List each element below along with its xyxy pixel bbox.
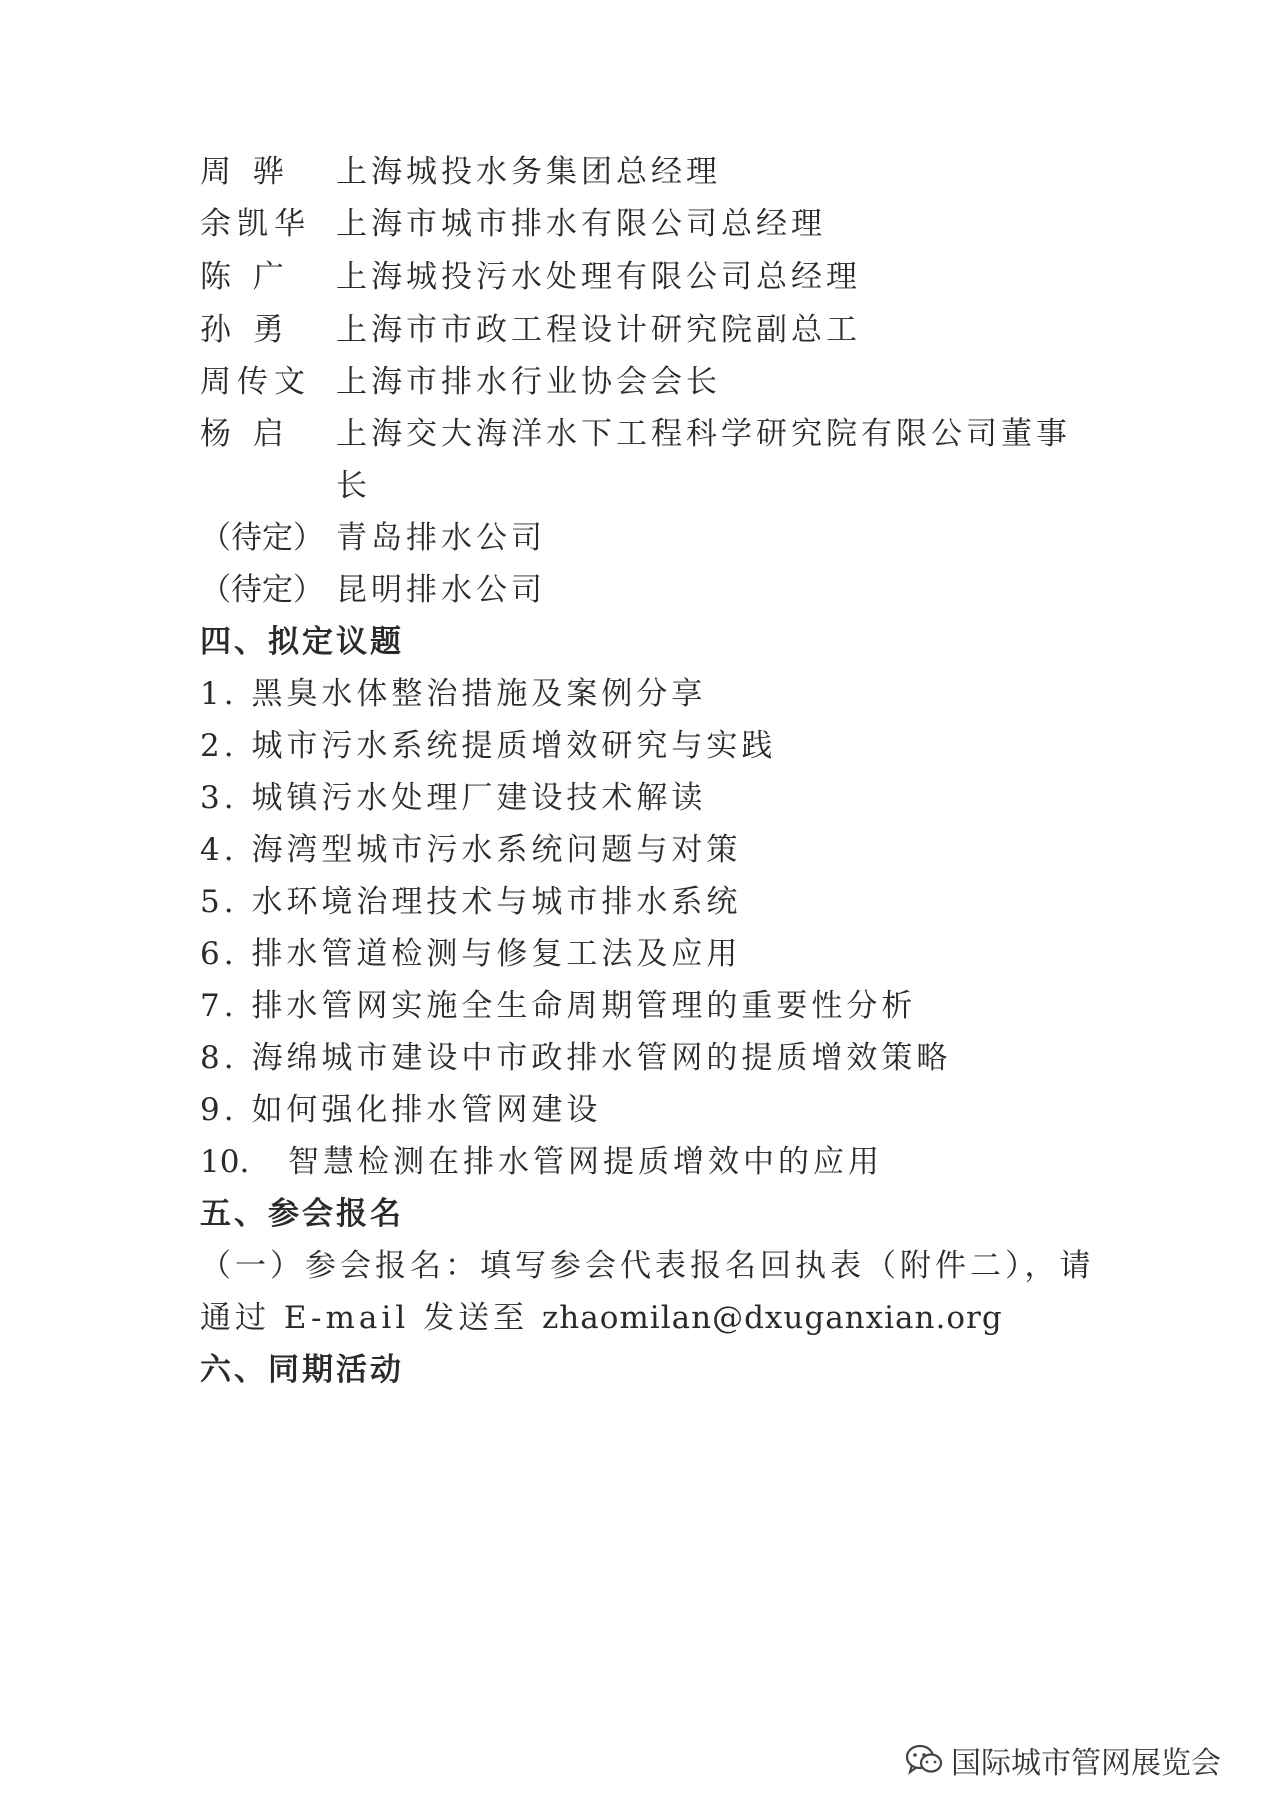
pending-label: （待定） (200, 572, 324, 608)
committee-row (200, 414, 1071, 454)
topic-item (200, 726, 776, 766)
topic-number: 10. (200, 1144, 250, 1180)
topic-text: 黑臭水体整治措施及案例分享 (251, 676, 707, 712)
topic-text: 城市污水系统提质增效研究与实践 (251, 728, 777, 764)
pending-title: 青岛排水公司 (336, 520, 546, 556)
member-title: 上海交大海洋水下工程科学研究院有限公司董事 (336, 416, 1071, 452)
watermark-text: 国际城市管网展览会 (951, 1746, 1221, 1781)
topic-item (200, 882, 741, 922)
member-title: 上海市城市排水有限公司总经理 (336, 206, 826, 242)
section-heading: 四、拟定议题 (200, 624, 404, 660)
topic-number: 2. (200, 728, 238, 764)
topic-number: 9. (200, 1092, 238, 1128)
topic-number: 5. (200, 884, 238, 920)
topic-number: 4. (200, 832, 238, 868)
member-title: 上海市排水行业协会会长 (336, 364, 721, 400)
committee-row (200, 310, 861, 350)
topic-item (200, 1142, 883, 1182)
member-title-continuation: 长 (336, 468, 371, 504)
section-heading: 六、同期活动 (200, 1352, 404, 1388)
committee-row (200, 257, 861, 297)
pending-label: （待定） (200, 520, 324, 556)
committee-row (200, 204, 826, 244)
section-heading: 五、参会报名 (200, 1196, 404, 1232)
topic-text: 海湾型城市污水系统问题与对策 (251, 832, 742, 868)
member-title: 上海城投水务集团总经理 (336, 154, 721, 190)
contact-email[interactable]: zhaomilan@dxuganxian.org (541, 1300, 1003, 1336)
member-name: 孙 勇 (200, 312, 290, 348)
topic-text: 排水管道检测与修复工法及应用 (251, 936, 742, 972)
registration-paragraph: （一）参会报名：填写参会代表报名回执表（附件二），请 (200, 1248, 1095, 1284)
wechat-icon (905, 1743, 943, 1777)
topic-item (200, 1090, 601, 1130)
topic-text: 海绵城市建设中市政排水管网的提质增效策略 (251, 1040, 952, 1076)
topic-item (200, 1038, 951, 1078)
topic-item (200, 674, 706, 714)
member-name: 杨 启 (200, 416, 290, 452)
topic-item (200, 986, 916, 1026)
topic-number: 8. (200, 1040, 238, 1076)
topic-item (200, 934, 741, 974)
topic-text: 水环境治理技术与城市排水系统 (251, 884, 742, 920)
topic-text: 城镇污水处理厂建设技术解读 (251, 780, 707, 816)
member-title: 上海市市政工程设计研究院副总工 (336, 312, 861, 348)
committee-row (200, 362, 721, 402)
topic-number: 1. (200, 676, 238, 712)
topic-item (200, 830, 741, 870)
topic-item (200, 778, 706, 818)
member-name: 周传文 (200, 364, 311, 400)
topic-number: 6. (200, 936, 238, 972)
registration-prefix: 通过 E-mail 发送至 (200, 1300, 542, 1336)
topic-text: 智慧检测在排水管网提质增效中的应用 (288, 1144, 883, 1180)
pending-row (200, 518, 546, 558)
topic-text: 如何强化排水管网建设 (251, 1092, 602, 1128)
member-name: 周 骅 (200, 154, 290, 190)
topic-number: 3. (200, 780, 238, 816)
topic-number: 7. (200, 988, 238, 1024)
pending-title: 昆明排水公司 (336, 572, 546, 608)
pending-row (200, 570, 546, 610)
registration-paragraph-cont (200, 1298, 1003, 1338)
watermark (905, 1738, 1221, 1782)
topic-text: 排水管网实施全生命周期管理的重要性分析 (251, 988, 917, 1024)
member-title: 上海城投污水处理有限公司总经理 (336, 259, 861, 295)
committee-row (200, 152, 721, 192)
member-name: 余凯华 (200, 206, 311, 242)
member-name: 陈 广 (200, 259, 290, 295)
